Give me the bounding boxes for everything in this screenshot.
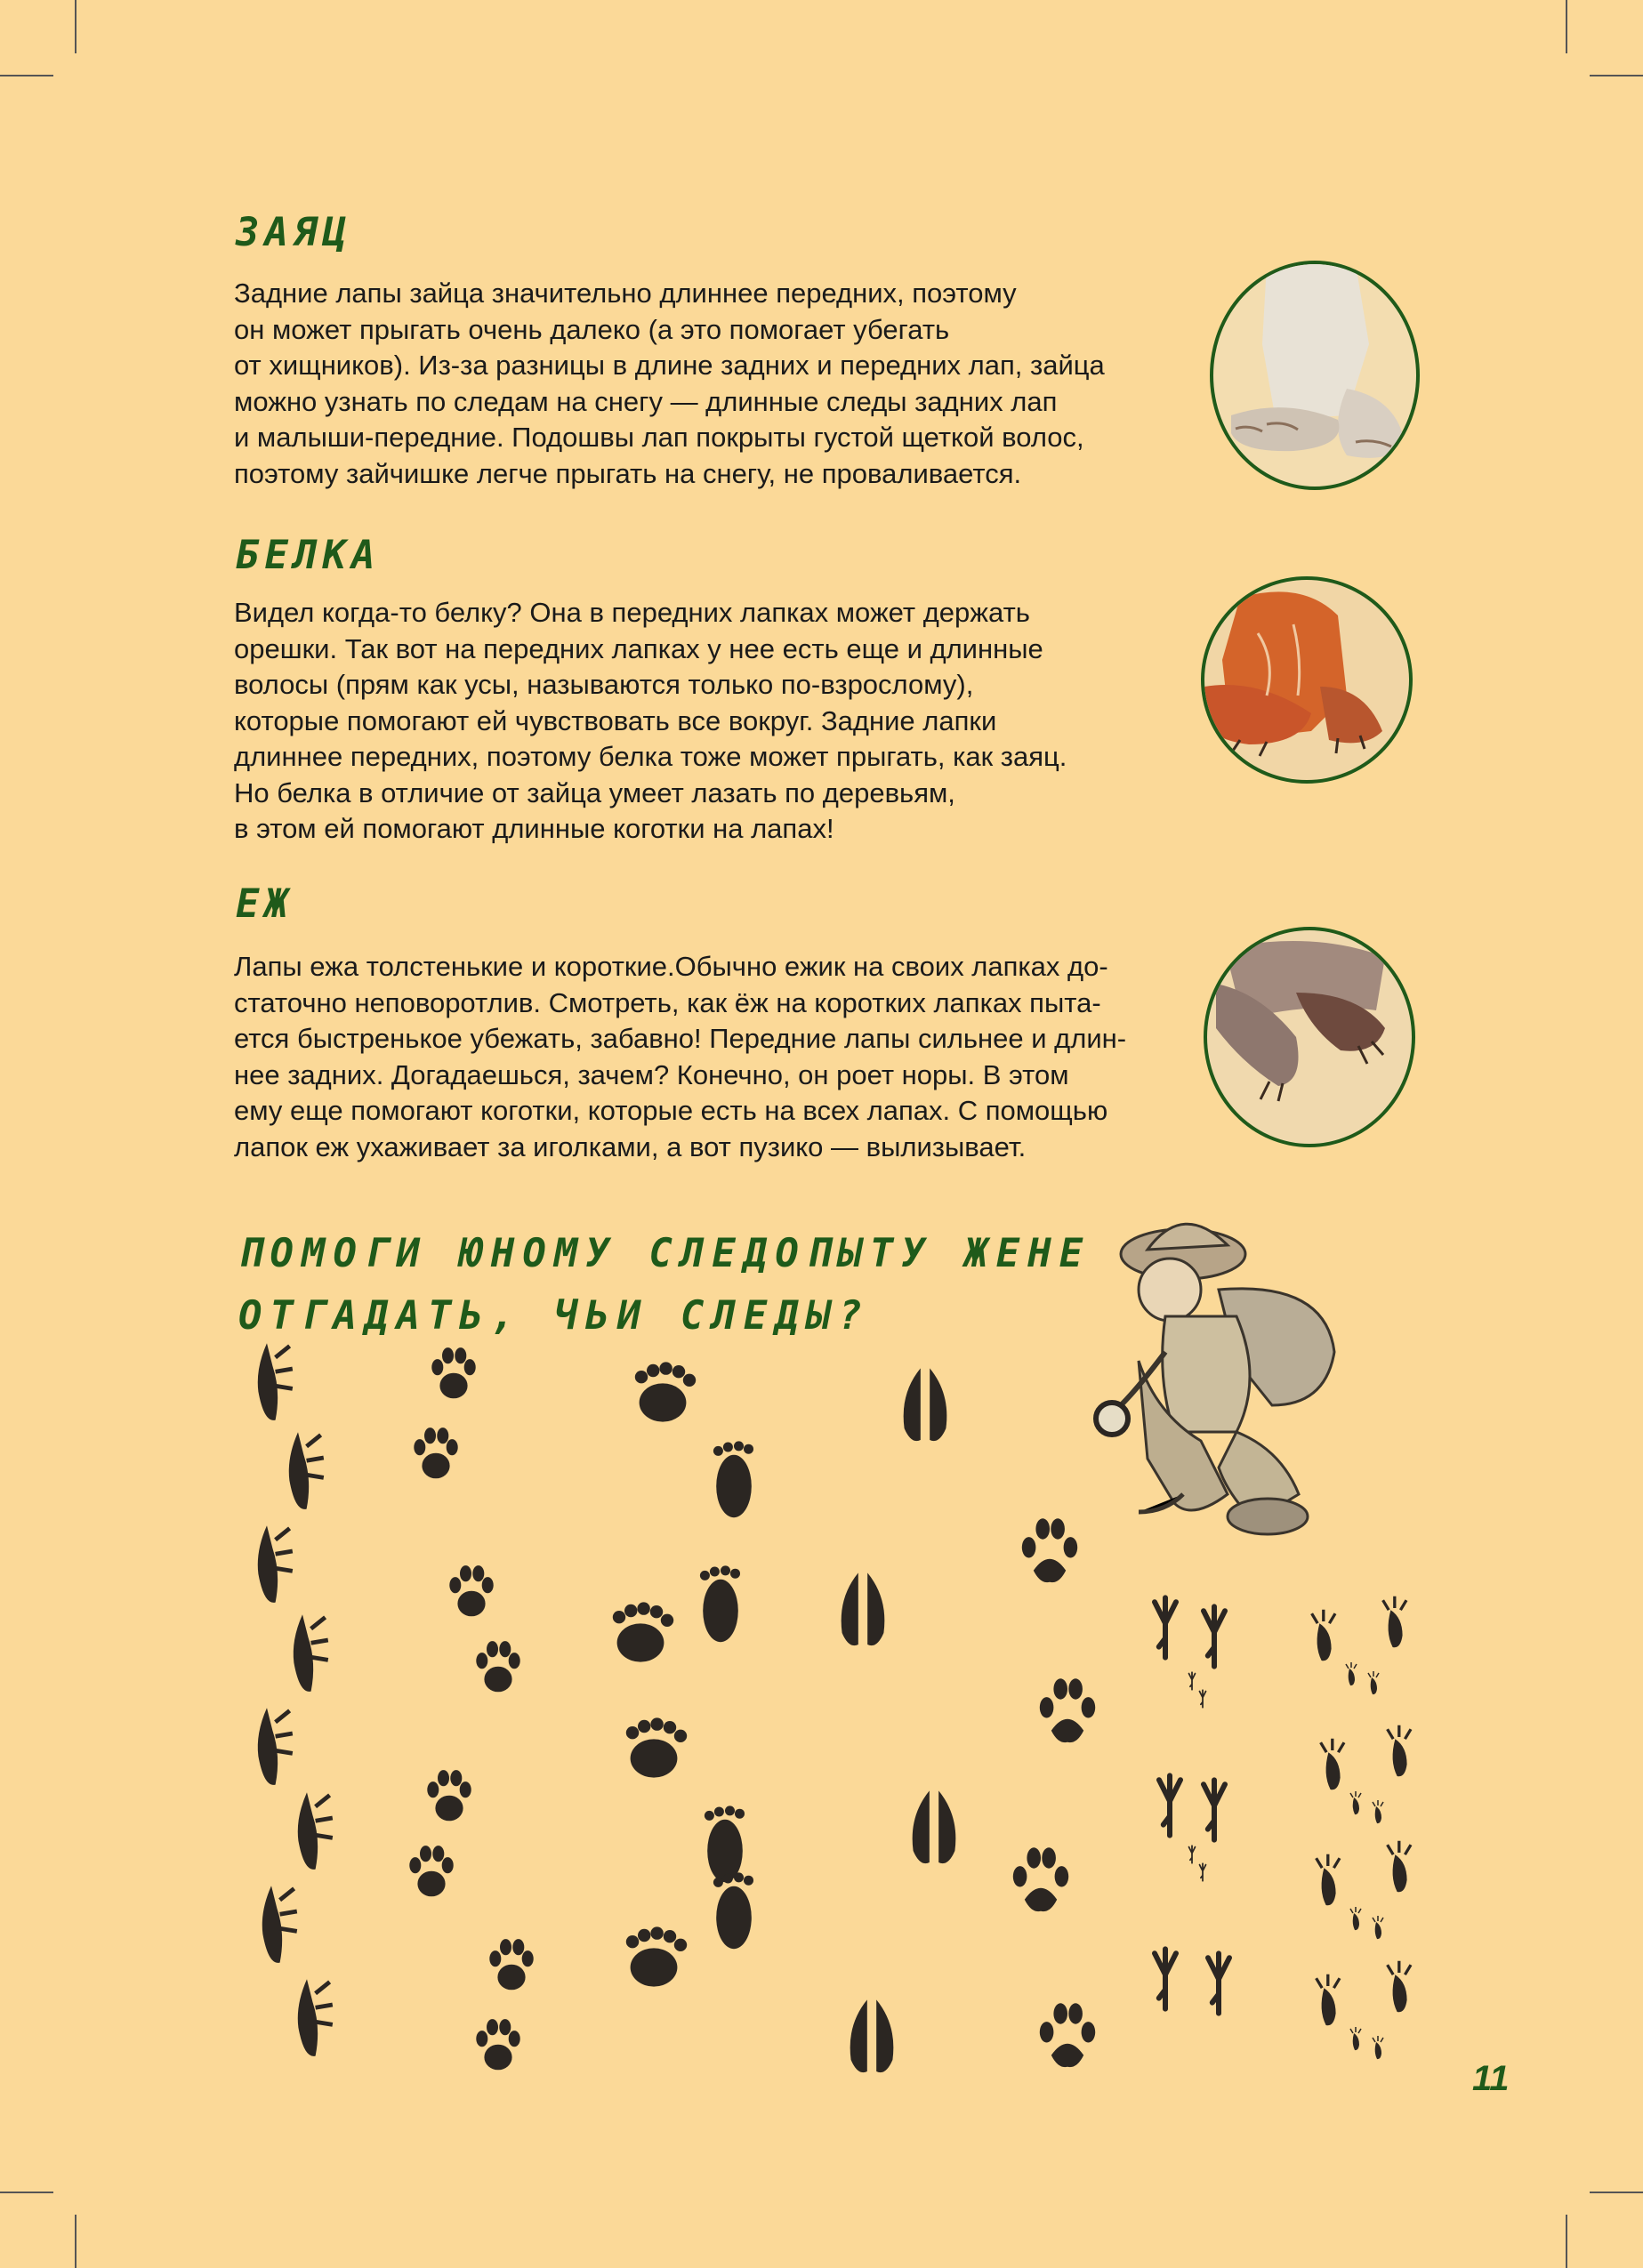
bear-track [705,1806,745,1882]
fox-track [431,1347,475,1398]
crop-mark [0,2192,53,2193]
squirrel-paw-illustration [1201,576,1413,784]
bear-track [713,1441,753,1517]
bird-track [1200,1863,1206,1881]
crop-mark [1566,2215,1567,2268]
fox-track [449,1565,493,1616]
hedgehog-text: Лапы ежа толстенькие и короткие.Обычно ежик на своих лапках до- статочно неповоротлив. Смотреть, как ёж на коротких лапках пыта- ется быстренькое убежать, забавно! Передние лапы сильнее и длин- нее задних. Догадаешься, зачем? Конечно, он роет норы. В этом ему еще помогают коготки, которые есть на всех лапах. С помощью лапок еж ухаживает за иголками, а вот пузико — вылизывает. [234,951,1127,1162]
squirrel-track [1350,2027,1361,2050]
bear-track [626,1717,687,1777]
crop-mark [1590,75,1643,76]
hare-track [258,1525,293,1603]
deer-track [842,1572,885,1645]
squirrel-track [1383,1596,1406,1647]
bear-track [613,1602,673,1661]
bear-track [713,1872,753,1949]
fox-track [409,1846,453,1896]
hare-track [298,1792,333,1870]
hedgehog-paw-illustration [1204,927,1415,1147]
squirrel-text: Видел когда-то белку? Она в передних лапках может держать орешки. Так вот на передних лапках у нее есть еще и длинные волосы (прям как усы, называются только по-взрослому), которые помогают ей чувствовать все вокруг. Задние лапки длиннее передних, поэтому белка тоже может прыгать, как заяц. Но белка в отличие от зайца умеет лазать по деревьям, в этом ей помогают длинные коготки на лапах! [234,597,1067,844]
squirrel-track [1350,1791,1361,1814]
squirrel-track [1388,1961,1411,2012]
bird-track [1155,1949,1176,2008]
wolf-track [1040,1678,1095,1742]
squirrel-track [1346,1662,1357,1685]
page-number: 11 [1472,2059,1510,2098]
question-heading: ПОМОГИ ЮНОМУ СЛЕДОПЫТУ ЖЕНЕ ОТГАДАТЬ, ЧЬИ СЛЕДЫ? [238,1231,1091,1339]
squirrel-track [1312,1610,1335,1661]
crop-mark [75,2215,77,2268]
deer-track [904,1368,947,1441]
bird-track [1189,1846,1196,1863]
hare-track [258,1708,293,1785]
fox-track [414,1428,457,1478]
bird-track [1204,1606,1225,1666]
bird-track [1200,1690,1206,1708]
hare-track [298,1979,333,2056]
crop-mark [75,0,77,53]
bear-track [700,1565,740,1642]
hare-paw-illustration [1210,261,1420,490]
deer-track [913,1790,956,1863]
hare-heading: ЗАЯЦ [236,210,351,255]
hedgehog-paw-icon [1207,930,1412,1144]
wolf-track [1022,1518,1077,1582]
bird-track [1159,1775,1180,1835]
hare-track [258,1343,293,1420]
fox-track [476,2019,519,2070]
squirrel-track [1321,1739,1344,1789]
bird-track [1155,1597,1176,1657]
hedgehog-heading: ЕЖ [236,881,294,927]
squirrel-track [1350,1907,1361,1930]
squirrel-track [1373,2036,1383,2059]
squirrel-track [1317,1974,1340,2025]
hare-paw-icon [1213,264,1416,487]
bear-track [635,1362,696,1421]
crop-mark [0,75,53,76]
fox-track [476,1641,519,1692]
squirrel-track [1317,1854,1340,1905]
hare-text: Задние лапы зайца значительно длиннее передних, поэтому он может прыгать очень далеко (а это помогает убегать от хищников). Из-за разницы в длине задних и передних лап, зайца можно узнать по следам на снегу — длинные следы задних лап и малыши-передние. Подошвы лап покрыты густой щеткой волос, поэтому зайчишке легче прыгать на снегу, не проваливается. [234,277,1105,489]
squirrel-track [1368,1671,1379,1694]
hare-track [262,1886,297,1963]
fox-track [427,1770,471,1821]
bird-track [1208,1953,1229,2013]
bird-track [1204,1780,1225,1839]
hare-track [294,1614,328,1692]
squirrel-paw-icon [1204,580,1409,780]
squirrel-track [1373,1800,1383,1823]
hare-track [289,1432,324,1509]
bear-track [626,1926,687,1986]
squirrel-track [1388,1725,1411,1776]
boy-tracker-icon [1085,1201,1352,1556]
squirrel-track [1373,1916,1383,1939]
deer-track [850,1999,894,2072]
bird-track [1189,1672,1196,1690]
fox-track [489,1939,533,1990]
squirrel-heading: БЕЛКА [236,533,381,578]
wolf-track [1013,1847,1068,1911]
crop-mark [1590,2192,1643,2193]
squirrel-track [1388,1841,1411,1892]
wolf-track [1040,2003,1095,2067]
crop-mark [1566,0,1567,53]
